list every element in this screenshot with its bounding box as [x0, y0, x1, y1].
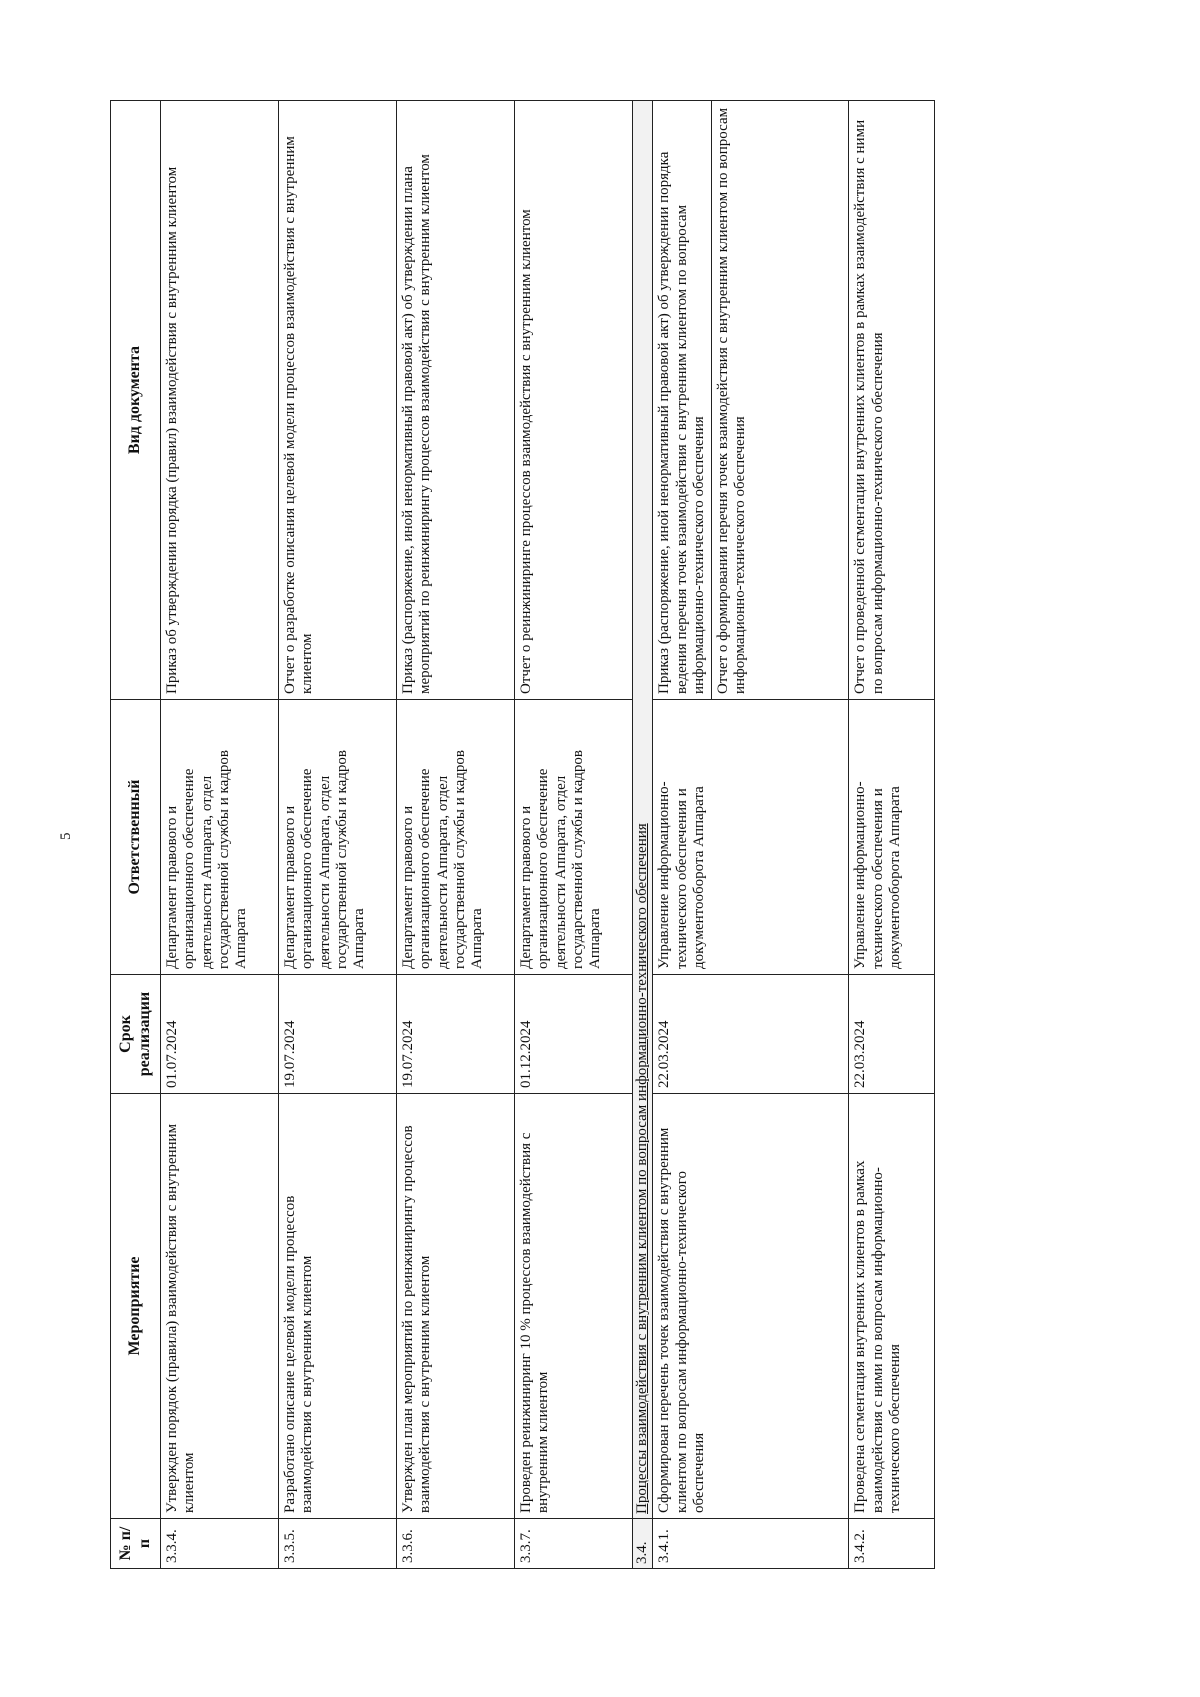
cell-event: Сформирован перечень точек взаимодействия с внутренним клиентом по вопросам информационно-технического обеспечения — [653, 1094, 849, 1519]
header-event: Мероприятие — [111, 1094, 161, 1519]
cell-responsible: Управление информационно-технического обеспечения и документооборота Аппарата — [653, 700, 849, 975]
cell-event: Разработано описание целевой модели процессов взаимодействия с внутренним клиентом — [279, 1094, 397, 1519]
cell-responsible: Управление информационно-технического обеспечения и документооборота Аппарата — [849, 700, 935, 975]
cell-doc: Приказ об утверждении порядка (правил) взаимодействия с внутренним клиентом — [161, 101, 279, 700]
table-row — [161, 101, 279, 1569]
header-num: № п/п — [111, 1519, 161, 1569]
cell-event: Проведена сегментация внутренних клиентов в рамках взаимодействия с ними по вопросам информационно-технического обеспечения — [849, 1094, 935, 1519]
table-row — [515, 101, 633, 1569]
cell-doc: Отчет о проведенной сегментации внутренних клиентов в рамках взаимодействия с ними по вопросам информационно-технического обеспечения — [849, 101, 935, 700]
section-title-cell — [633, 101, 653, 1519]
section-num: 3.4. — [633, 1519, 653, 1569]
cell-responsible: Департамент правового и организационного обеспечение деятельности Аппарата, отдел государственной службы и кадров Аппарата — [279, 700, 397, 975]
section-row — [633, 101, 653, 1569]
table-row — [653, 101, 849, 1569]
doc-item: Отчет о формировании перечня точек взаимодействия с внутренним клиентом по вопросам информационно-технического обеспечения — [711, 101, 753, 699]
cell-num: 3.3.7. — [515, 1519, 633, 1569]
cell-num: 3.4.1. — [653, 1519, 849, 1569]
cell-doc — [653, 101, 849, 700]
cell-responsible: Департамент правового и организационного обеспечение деятельности Аппарата, отдел государственной службы и кадров Аппарата — [161, 700, 279, 975]
cell-num: 3.3.6. — [397, 1519, 515, 1569]
cell-doc: Приказ (распоряжение, иной ненормативный правовой акт) об утверждении плана мероприятий по реинжинирингу процессов взаимодействия с внутренним клиентом — [397, 101, 515, 700]
cell-responsible: Департамент правового и организационного обеспечение деятельности Аппарата, отдел государственной службы и кадров Аппарата — [397, 700, 515, 975]
cell-deadline: 22.03.2024 — [653, 975, 849, 1094]
cell-event: Утвержден план мероприятий по реинжинирингу процессов взаимодействия с внутренним клиентом — [397, 1094, 515, 1519]
cell-event: Утвержден порядок (правила) взаимодействия с внутренним клиентом — [161, 1094, 279, 1519]
header-doc-type: Вид документа — [111, 101, 161, 700]
cell-deadline: 01.12.2024 — [515, 975, 633, 1094]
doc-item: Приказ (распоряжение, иной ненормативный правовой акт) об утверждении порядка ведения перечня точек взаимодействия с внутренним клиентом по вопросам информационно-технического обеспечения — [656, 151, 707, 694]
cell-deadline: 19.07.2024 — [279, 975, 397, 1094]
page-number: 5 — [58, 832, 74, 840]
table-header-row — [111, 101, 161, 1569]
cell-deadline: 22.03.2024 — [849, 975, 935, 1094]
cell-responsible: Департамент правового и организационного обеспечение деятельности Аппарата, отдел государственной службы и кадров Аппарата — [515, 700, 633, 975]
cell-deadline: 01.07.2024 — [161, 975, 279, 1094]
cell-event: Проведен реинжиниринг 10 % процессов взаимодействия с внутренним клиентом — [515, 1094, 633, 1519]
cell-doc: Отчет о разработке описания целевой модели процессов взаимодействия с внутренним клиентом — [279, 101, 397, 700]
table-rotated-wrapper — [110, 101, 992, 1569]
section-title: Процессы взаимодействия с внутренним клиентом по вопросам информационно-технического обеспечения — [634, 823, 650, 1514]
table-row — [849, 101, 935, 1569]
table-row — [279, 101, 397, 1569]
cell-num: 3.4.2. — [849, 1519, 935, 1569]
cell-deadline: 19.07.2024 — [397, 975, 515, 1094]
plan-table — [110, 100, 935, 1569]
table-row — [397, 101, 515, 1569]
cell-doc: Отчет о реинжиниринге процессов взаимодействия с внутренним клиентом — [515, 101, 633, 700]
header-responsible: Ответственный — [111, 700, 161, 975]
header-deadline: Срок реализации — [111, 975, 161, 1094]
cell-num: 3.3.5. — [279, 1519, 397, 1569]
cell-num: 3.3.4. — [161, 1519, 279, 1569]
